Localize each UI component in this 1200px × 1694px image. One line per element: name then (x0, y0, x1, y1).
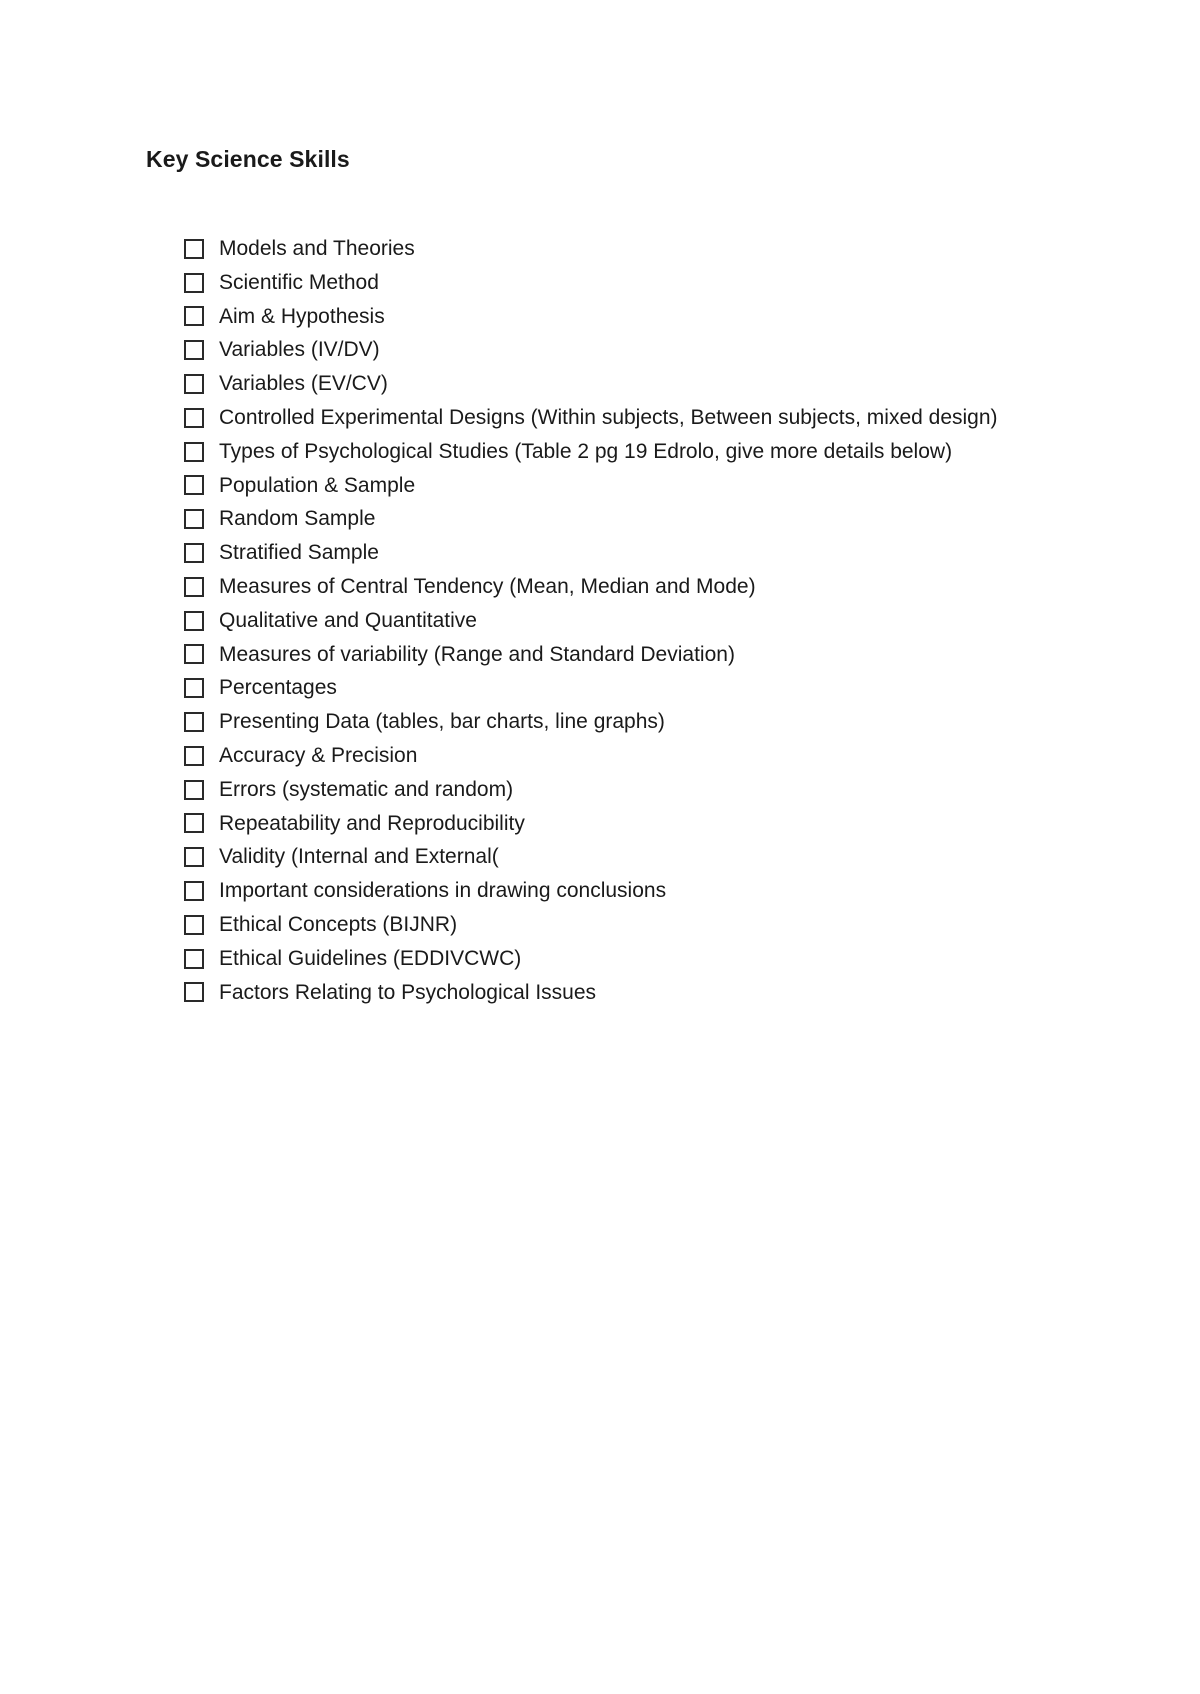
checkbox-icon[interactable] (184, 746, 204, 766)
checklist-item-label: Controlled Experimental Designs (Within subjects, Between subjects, mixed design) (219, 405, 998, 429)
checklist-item[interactable] (184, 604, 1144, 638)
checkbox-icon[interactable] (184, 881, 204, 901)
checkbox-icon[interactable] (184, 306, 204, 326)
checklist-item[interactable] (184, 502, 1144, 536)
checklist-item-label: Ethical Guidelines (EDDIVCWC) (219, 946, 522, 970)
document-title: Key Science Skills (146, 146, 350, 172)
checklist-item-label: Factors Relating to Psychological Issues (219, 980, 597, 1004)
checklist-item[interactable] (184, 300, 1144, 334)
checklist-item[interactable] (184, 671, 1144, 705)
checklist-item[interactable] (184, 908, 1144, 942)
checkbox-icon[interactable] (184, 644, 204, 664)
checklist-item-label: Variables (EV/CV) (219, 372, 388, 396)
checklist-item-label: Random Sample (219, 507, 376, 531)
checklist-item[interactable] (184, 469, 1144, 503)
checklist-item[interactable] (184, 435, 1144, 469)
checkbox-icon[interactable] (184, 340, 204, 360)
skills-checklist (184, 232, 1144, 1009)
checkbox-icon[interactable] (184, 543, 204, 563)
checklist-item[interactable] (184, 705, 1144, 739)
checkbox-icon[interactable] (184, 712, 204, 732)
checkbox-icon[interactable] (184, 780, 204, 800)
checklist-item-label: Presenting Data (tables, bar charts, line graphs) (219, 710, 665, 734)
checklist-item-label: Variables (IV/DV) (219, 338, 380, 362)
checklist-item-label: Measures of variability (Range and Standard Deviation) (219, 642, 735, 666)
checkbox-icon[interactable] (184, 577, 204, 597)
checklist-item[interactable] (184, 976, 1144, 1010)
checkbox-icon[interactable] (184, 273, 204, 293)
checklist-item-label: Population & Sample (219, 473, 416, 497)
checklist-item-label: Percentages (219, 676, 337, 700)
checklist-item[interactable] (184, 942, 1144, 976)
checkbox-icon[interactable] (184, 442, 204, 462)
checklist-item-label: Repeatability and Reproducibility (219, 811, 525, 835)
checkbox-icon[interactable] (184, 982, 204, 1002)
checklist-item[interactable] (184, 807, 1144, 841)
checkbox-icon[interactable] (184, 611, 204, 631)
checklist-item-label: Scientific Method (219, 270, 379, 294)
checklist-item-label: Ethical Concepts (BIJNR) (219, 912, 458, 936)
checklist-item[interactable] (184, 739, 1144, 773)
checkbox-icon[interactable] (184, 408, 204, 428)
checklist-item-label: Types of Psychological Studies (Table 2 pg 19 Edrolo, give more details below) (219, 439, 953, 463)
checkbox-icon[interactable] (184, 678, 204, 698)
checkbox-icon[interactable] (184, 374, 204, 394)
checklist-item-label: Important considerations in drawing conclusions (219, 879, 667, 903)
checklist-item[interactable] (184, 333, 1144, 367)
checkbox-icon[interactable] (184, 949, 204, 969)
checkbox-icon[interactable] (184, 475, 204, 495)
checkbox-icon[interactable] (184, 915, 204, 935)
checklist-item[interactable] (184, 773, 1144, 807)
checklist-item-label: Accuracy & Precision (219, 743, 418, 767)
checklist-item[interactable] (184, 638, 1144, 672)
checklist-item[interactable] (184, 874, 1144, 908)
checkbox-icon[interactable] (184, 813, 204, 833)
checkbox-icon[interactable] (184, 509, 204, 529)
checkbox-icon[interactable] (184, 847, 204, 867)
checkbox-icon[interactable] (184, 239, 204, 259)
checklist-item-label: Measures of Central Tendency (Mean, Median and Mode) (219, 574, 756, 598)
checklist-item[interactable] (184, 367, 1144, 401)
checklist-item[interactable] (184, 536, 1144, 570)
checklist-item[interactable] (184, 570, 1144, 604)
checklist-item-label: Stratified Sample (219, 541, 379, 565)
checklist-item-label: Models and Theories (219, 237, 415, 260)
checklist-item[interactable] (184, 266, 1144, 300)
checklist-item-label: Errors (systematic and random) (219, 777, 514, 801)
checklist-item-label: Qualitative and Quantitative (219, 608, 477, 632)
checklist-item[interactable] (184, 232, 1144, 266)
checklist-item[interactable] (184, 401, 1144, 435)
checklist-item[interactable] (184, 840, 1144, 874)
checklist-item-label: Validity (Internal and External( (219, 845, 499, 869)
checklist-item-label: Aim & Hypothesis (219, 304, 385, 328)
